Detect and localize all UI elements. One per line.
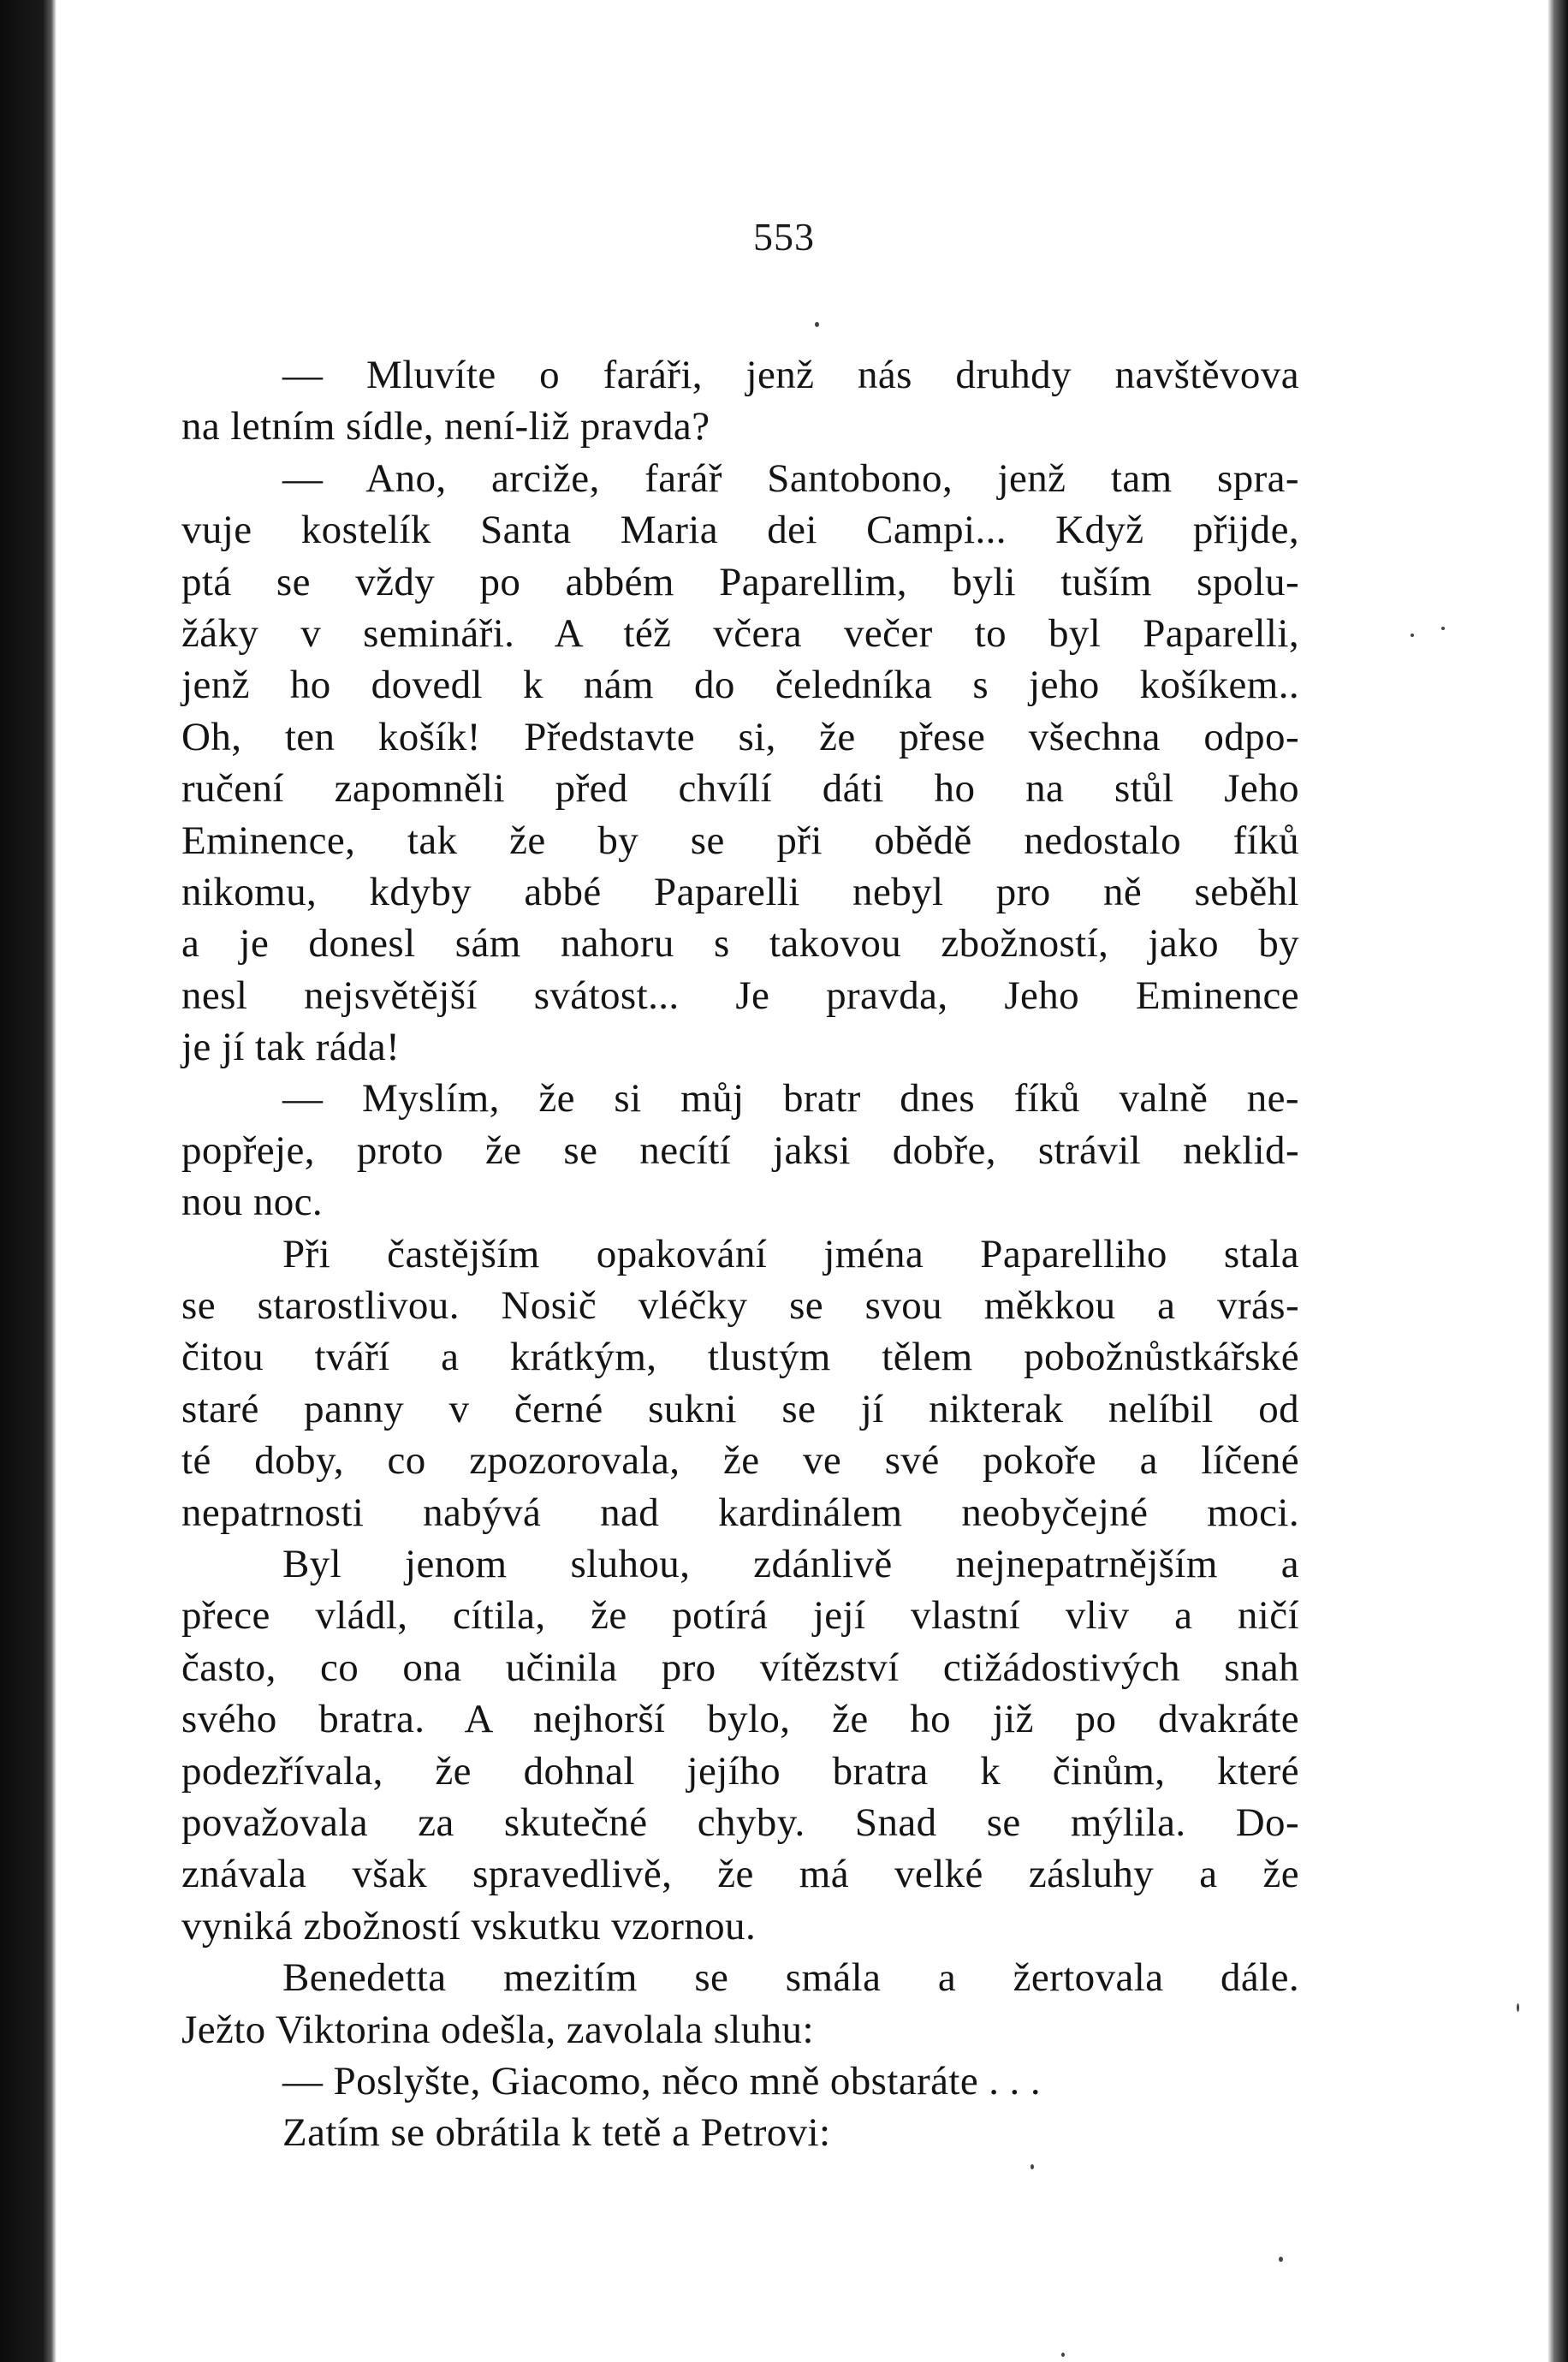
scan-right-margin — [1547, 0, 1568, 2362]
text-line: — Ano, arciže, farář Santobono, jenž tam spra- — [282, 455, 1299, 501]
page-number: 553 — [753, 215, 815, 259]
text-line: té doby, co zpozorovala, že ve své pokoře a líčené — [181, 1438, 1299, 1484]
text-line: vuje kostelík Santa Maria dei Campi... Když přijde, — [181, 508, 1299, 553]
text-line: popřeje, proto že se necítí jaksi dobře, strávil neklid- — [181, 1127, 1299, 1173]
text-line: svého bratra. A nejhorší bylo, že ho již po dvakráte — [181, 1697, 1299, 1742]
page-body-text — [181, 349, 1299, 2159]
text-line: Zatím se obrátila k tetě a Petrovi: — [282, 2110, 831, 2156]
text-line: nikomu, kdyby abbé Paparelli nebyl pro ně seběhl — [181, 869, 1299, 914]
text-line: jenž ho dovedl k nám do čeledníka s jeho košíkem.. — [181, 663, 1299, 708]
scan-speck — [1441, 627, 1445, 630]
text-line: Ježto Viktorina odešla, zavolala sluhu: — [181, 2007, 814, 2052]
scan-speck — [1030, 2164, 1034, 2169]
scan-left-margin — [0, 0, 56, 2362]
text-line: vyniká zbožností vskutku vzornou. — [181, 1903, 757, 1949]
text-line: staré panny v černé sukni se jí nikterak nelíbil od — [181, 1386, 1299, 1431]
text-line: čitou tváří a krátkým, tlustým tělem pobožnůstkářské — [181, 1335, 1299, 1380]
text-line: často, co ona učinila pro vítězství ctižádostivých snah — [181, 1645, 1299, 1690]
scan-speck — [1279, 2257, 1283, 2262]
text-line: považovala za skutečné chyby. Snad se mýlila. Do- — [181, 1800, 1299, 1845]
text-line: nou noc. — [181, 1180, 324, 1225]
text-line: a je donesl sám nahoru s takovou zbožností, jako by — [181, 921, 1299, 967]
text-line: Benedetta mezitím se smála a žertovala dále. — [282, 1955, 1299, 2001]
text-line: znávala však spravedlivě, že má velké zásluhy a že — [181, 1852, 1299, 1897]
text-line: — Mluvíte o faráři, jenž nás druhdy navštěvova — [282, 353, 1299, 397]
text-line: Při častějším opakování jména Paparelliho stala — [282, 1231, 1299, 1276]
text-line: žáky v semináři. A též včera večer to byl Paparelli, — [181, 610, 1299, 656]
text-line: Oh, ten košík! Představte si, že přese všechna odpo- — [181, 714, 1299, 759]
scan-speck — [1517, 2003, 1519, 2012]
text-line: nepatrnosti nabývá nad kardinálem neobyčejné moci. — [181, 1490, 1299, 1535]
text-line: podezřívala, že dohnal jejího bratra k činům, které — [181, 1748, 1299, 1794]
text-line: ručení zapomněli před chvílí dáti ho na stůl Jeho — [181, 766, 1299, 812]
scan-speck — [1411, 634, 1414, 637]
text-line: Byl jenom sluhou, zdánlivě nejnepatrnějším a — [282, 1541, 1299, 1586]
text-line: — Myslím, že si můj bratr dnes fíků valně ne- — [282, 1076, 1299, 1122]
scan-speck — [815, 322, 819, 327]
text-line: se starostlivou. Nosič vléčky se svou měkkou a vrás- — [181, 1283, 1299, 1329]
text-line: je jí tak ráda! — [181, 1025, 401, 1070]
text-line: na letním sídle, není-liž pravda? — [181, 404, 710, 449]
scan-speck — [1061, 2353, 1065, 2357]
text-line: Eminence, tak že by se při obědě nedostalo fíků — [181, 818, 1299, 863]
text-line: ptá se vždy po abbém Paparellim, byli tuším spolu- — [181, 559, 1299, 604]
text-line: přece vládl, cítila, že potírá její vlastní vliv a ničí — [181, 1593, 1299, 1639]
text-line: nesl nejsvětější svátost... Je pravda, Jeho Eminence — [181, 973, 1299, 1018]
text-line: — Poslyšte, Giacomo, něco mně obstaráte . . . — [282, 2058, 1042, 2103]
